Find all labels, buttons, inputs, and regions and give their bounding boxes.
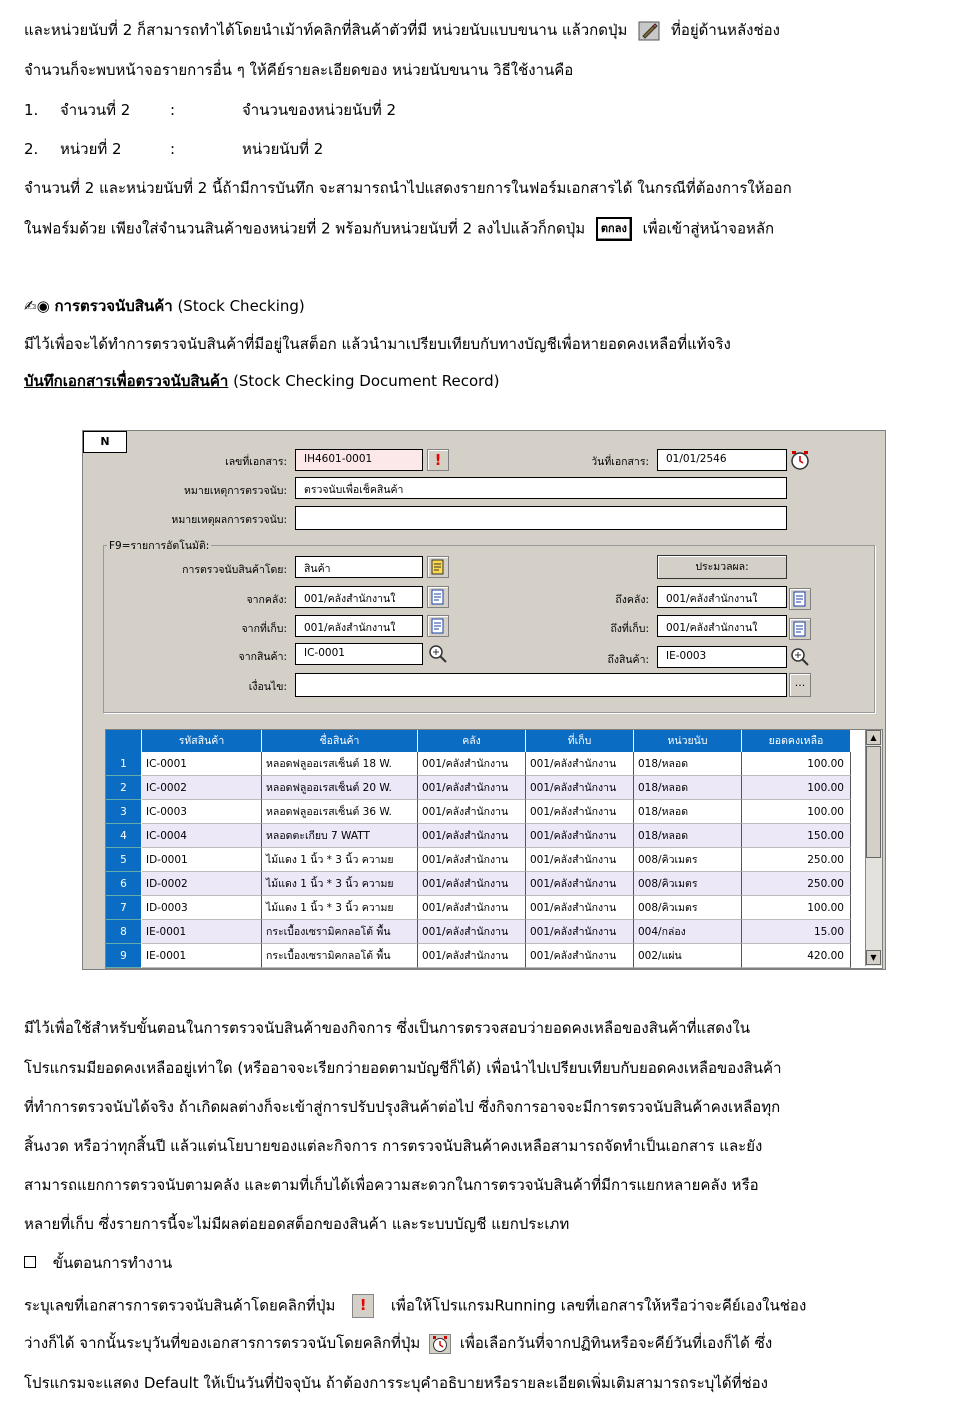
list-colon: :: [170, 101, 176, 119]
cell-unit[interactable]: 008/คิวเมตร: [634, 896, 742, 920]
condition-label: เงื่อนไข:: [248, 681, 287, 693]
table-row[interactable]: [106, 896, 851, 920]
cell-code[interactable]: IC-0004: [142, 824, 262, 848]
paragraph-line: มีไว้เพื่อใช้สำหรับขั้นตอนในการตรวจนับสินค้าของกิจการ ซึ่งเป็นการตรวจสอบว่ายอดคงเหลือของสินค้าที่แสดงใน: [24, 1019, 750, 1037]
cell-unit[interactable]: 018/หลอด: [634, 800, 742, 824]
table-row[interactable]: [106, 944, 851, 968]
step-heading: [24, 1253, 172, 1273]
auto-group-title: F9=รายการอัตโนมัติ:: [107, 537, 211, 554]
cell-unit[interactable]: 018/หลอด: [634, 824, 742, 848]
folder-doc-icon: [428, 557, 448, 577]
checkbox-bullet-icon: [24, 1256, 36, 1268]
list-desc: จำนวนของหน่วยนับที่ 2: [242, 101, 397, 119]
row-number: 4: [106, 824, 141, 848]
remark-field[interactable]: ตรวจนับเพื่อเช็คสินค้า: [295, 477, 787, 499]
to-item-label: ถึงสินค้า:: [607, 654, 649, 666]
cell-name[interactable]: หลอดฟลูออเรสเซ็นต์ 18 W.: [262, 752, 418, 776]
ok-button-inline: ตกลง: [596, 217, 632, 241]
doc-date-field[interactable]: 01/01/2546: [657, 449, 787, 471]
cell-wh[interactable]: 001/คลังสำนักงาน: [418, 944, 526, 968]
reason-field[interactable]: [295, 506, 787, 530]
document-icon: [790, 589, 810, 609]
cell-code[interactable]: ID-0002: [142, 872, 262, 896]
document-icon: [790, 619, 810, 639]
bullet-icon: ✍◉: [24, 297, 50, 315]
cell-loc[interactable]: 001/คลังสำนักงาน: [526, 920, 634, 944]
cell-name[interactable]: กระเบื้องเซรามิคกลอโต้ พื้น: [262, 944, 418, 968]
cell-unit[interactable]: 008/คิวเมตร: [634, 848, 742, 872]
stock-check-form: [82, 430, 886, 970]
row-number: 3: [106, 800, 141, 824]
scroll-up-button[interactable]: ▲: [866, 730, 881, 745]
col-header-location[interactable]: ที่เก็บ: [526, 730, 634, 752]
from-wh-field[interactable]: 001/คลังสำนักงานใ: [295, 586, 423, 608]
sub-heading: [24, 371, 499, 391]
section-heading: [24, 296, 305, 316]
from-item-search-button[interactable]: [427, 643, 449, 665]
row-number: 7: [106, 896, 141, 920]
cell-wh[interactable]: 001/คลังสำนักงาน: [418, 872, 526, 896]
stock-grid: [105, 729, 883, 969]
cell-code[interactable]: ID-0003: [142, 896, 262, 920]
paragraph-line: ที่ทำการตรวจนับได้จริง ถ้าเกิดผลต่างก็จะเข้าสู่การปรับปรุงสินค้าต่อไป ซึ่งกิจการอาจจะมีการตรวจนับสินค้าคงเหลือทุก: [24, 1098, 781, 1116]
check-by-label: การตรวจนับสินค้าโดย:: [182, 564, 287, 576]
check-by-field[interactable]: สินค้า: [295, 556, 423, 578]
list-item: [24, 139, 324, 159]
cell-qty[interactable]: 250.00: [742, 872, 851, 896]
cell-loc[interactable]: 001/คลังสำนักงาน: [526, 896, 634, 920]
calendar-clock-icon: [789, 449, 811, 471]
cell-wh[interactable]: 001/คลังสำนักงาน: [418, 824, 526, 848]
cell-wh[interactable]: 001/คลังสำนักงาน: [418, 848, 526, 872]
from-item-label: จากสินค้า:: [238, 651, 287, 663]
cell-qty[interactable]: 100.00: [742, 800, 851, 824]
paragraph-line: โปรแกรมมียอดคงเหลืออยู่เท่าใด (หรืออาจจะเรียกว่ายอดตามบัญชีก็ได้) เพื่อนำไปเปรียบเทียบกับยอดคงเหลือของสินค้า: [24, 1059, 782, 1077]
text: เพื่อเข้าสู่หน้าจอหลัก: [642, 219, 775, 238]
list-term: หน่วยที่ 2: [60, 140, 122, 158]
sub-title-en: (Stock Checking Document Record): [233, 372, 500, 390]
col-header-code[interactable]: รหัสสินค้า: [142, 730, 262, 752]
paragraph-line: [24, 1294, 806, 1318]
cell-unit[interactable]: 002/แผ่น: [634, 944, 742, 968]
to-loc-browse-button[interactable]: [789, 618, 811, 640]
calendar-clock-icon: [429, 1334, 451, 1354]
cell-wh[interactable]: 001/คลังสำนักงาน: [418, 920, 526, 944]
cell-name[interactable]: กระเบื้องเซรามิคกลอโต้ พื้น: [262, 920, 418, 944]
document-icon: [428, 587, 448, 607]
section-desc: มีไว้เพื่อจะได้ทำการตรวจนับสินค้าที่มีอยู่ในสต็อก แล้วนำมาเปรียบเทียบกับทางบัญชีเพื่อหายอดคงเหลือที่แท้จริง: [24, 335, 731, 353]
paragraph-line: จำนวนก็จะพบหน้าจอรายการอื่น ๆ ให้คีย์รายละเอียดของ หน่วยนับขนาน วิธีใช้งานคือ: [24, 61, 574, 79]
section-title-en: (Stock Checking): [177, 297, 305, 315]
cell-loc[interactable]: 001/คลังสำนักงาน: [526, 752, 634, 776]
table-row[interactable]: [106, 800, 851, 824]
cell-name[interactable]: หลอดตะเกียบ 7 WATT: [262, 824, 418, 848]
list-number: 1.: [24, 101, 39, 119]
cell-qty[interactable]: 100.00: [742, 776, 851, 800]
col-header-balance[interactable]: ยอดคงเหลือ: [742, 730, 851, 752]
running-number-button[interactable]: [427, 449, 449, 471]
from-loc-label: จากที่เก็บ:: [241, 623, 287, 635]
from-loc-browse-button[interactable]: [427, 615, 449, 637]
condition-more-button[interactable]: ...: [789, 673, 811, 697]
to-item-search-button[interactable]: [789, 646, 811, 668]
table-row[interactable]: [106, 824, 851, 848]
text: ในฟอร์มด้วย เพียงใส่จำนวนสินค้าของหน่วยที่ 2 พร้อมกับหน่วยนับที่ 2 ลงไปแล้วก็กดปุ่ม: [24, 219, 586, 238]
cell-code[interactable]: IC-0003: [142, 800, 262, 824]
text: ระบุเลขที่เอกสารการตรวจนับสินค้าโดยคลิกที่ปุ่ม: [24, 1296, 336, 1315]
text: เพื่อเลือกวันที่จากปฏิทินหรือจะคีย์วันที่เองก็ได้ ซึ่ง: [459, 1334, 773, 1352]
cell-qty[interactable]: 100.00: [742, 896, 851, 920]
process-button[interactable]: ประมวลผล:: [657, 555, 787, 579]
check-by-browse-button[interactable]: [427, 556, 449, 578]
paragraph-line: จำนวนที่ 2 และหน่วยนับที่ 2 นี้ถ้ามีการบันทึก จะสามารถนำไปแสดงรายการในฟอร์มเอกสารได้ ในกรณีที่ต้องการให้ออก: [24, 179, 792, 197]
search-icon: [789, 646, 811, 668]
table-row[interactable]: [106, 872, 851, 896]
table-row[interactable]: [106, 776, 851, 800]
text: และหน่วยนับที่ 2 ก็สามารถทำได้โดยนำเม้าท์คลิกที่สินค้าตัวที่มี หน่วยนับแบบขนาน แล้วกดปุ่ม: [24, 21, 628, 39]
list-desc: หน่วยนับที่ 2: [242, 140, 324, 158]
vertical-scrollbar[interactable]: [865, 730, 882, 966]
cell-qty[interactable]: 100.00: [742, 752, 851, 776]
cell-loc[interactable]: 001/คลังสำนักงาน: [526, 776, 634, 800]
search-icon: [427, 643, 449, 665]
text: ว่างก็ได้ จากนั้นระบุวันที่ของเอกสารการตรวจนับโดยคลิกที่ปุ่ม: [24, 1334, 421, 1352]
paragraph-line: [24, 1333, 772, 1354]
to-wh-field[interactable]: 001/คลังสำนักงานใ: [657, 586, 787, 608]
cell-loc[interactable]: 001/คลังสำนักงาน: [526, 848, 634, 872]
cell-unit[interactable]: 008/คิวเมตร: [634, 872, 742, 896]
list-term: จำนวนที่ 2: [60, 101, 131, 119]
list-number: 2.: [24, 140, 39, 158]
row-number: 5: [106, 848, 141, 872]
cell-unit[interactable]: 018/หลอด: [634, 776, 742, 800]
cell-wh[interactable]: 001/คลังสำนักงาน: [418, 896, 526, 920]
to-wh-browse-button[interactable]: [789, 588, 811, 610]
cell-code[interactable]: IE-0001: [142, 920, 262, 944]
row-number: 2: [106, 776, 141, 800]
document-icon: [428, 616, 448, 636]
step-title: ขั้นตอนการทำงาน: [52, 1254, 173, 1272]
edit-icon: [638, 21, 660, 41]
paragraph-line: สามารถแยกการตรวจนับตามคลัง และตามที่เก็บได้เพื่อความสะดวกในการตรวจนับสินค้าที่มีการแยกหลายคลัง หรือ: [24, 1176, 759, 1194]
text: ที่อยู่ด้านหลังช่อง: [670, 21, 780, 39]
list-item: [24, 100, 397, 120]
doc-date-label: วันที่เอกสาร:: [591, 456, 649, 468]
paragraph-line: หลายที่เก็บ ซึ่งรายการนี้จะไม่มีผลต่อยอดสต็อกของสินค้า และระบบบัญชี แยกประเภท: [24, 1215, 570, 1233]
cell-name[interactable]: ไม้แดง 1 นิ้ว * 3 นิ้ว ความย: [262, 872, 418, 896]
cell-loc[interactable]: 001/คลังสำนักงาน: [526, 872, 634, 896]
from-item-field[interactable]: IC-0001: [295, 643, 423, 665]
list-colon: :: [170, 140, 176, 158]
to-item-field[interactable]: IE-0003: [657, 646, 787, 668]
alert-button-icon: !: [352, 1294, 374, 1318]
alert-icon: !: [434, 451, 442, 469]
from-loc-field[interactable]: 001/คลังสำนักงานใ: [295, 615, 423, 637]
col-header-unit[interactable]: หน่วยนับ: [634, 730, 742, 752]
cell-wh[interactable]: 001/คลังสำนักงาน: [418, 752, 526, 776]
cell-code[interactable]: IE-0001: [142, 944, 262, 968]
cell-wh[interactable]: 001/คลังสำนักงาน: [418, 800, 526, 824]
cell-wh[interactable]: 001/คลังสำนักงาน: [418, 776, 526, 800]
cell-qty[interactable]: 150.00: [742, 824, 851, 848]
row-number: 6: [106, 872, 141, 896]
to-loc-label: ถึงที่เก็บ:: [610, 623, 649, 635]
col-header-name[interactable]: ชื่อสินค้า: [262, 730, 418, 752]
doc-no-field[interactable]: IH4601-0001: [295, 449, 423, 471]
to-wh-label: ถึงคลัง:: [615, 594, 649, 606]
table-row[interactable]: [106, 848, 851, 872]
sub-title: บันทึกเอกสารเพื่อตรวจนับสินค้า: [24, 372, 229, 390]
row-number: 8: [106, 920, 141, 944]
scroll-down-button[interactable]: ▼: [866, 950, 881, 965]
cell-name[interactable]: หลอดฟลูออเรสเซ็นต์ 20 W.: [262, 776, 418, 800]
table-row[interactable]: [106, 920, 851, 944]
paragraph-line: [24, 217, 774, 241]
col-header-warehouse[interactable]: คลัง: [418, 730, 526, 752]
cell-qty[interactable]: 15.00: [742, 920, 851, 944]
cell-code[interactable]: ID-0001: [142, 848, 262, 872]
reason-label: หมายเหตุผลการตรวจนับ:: [171, 514, 287, 526]
mode-indicator: N: [83, 431, 127, 453]
cell-loc[interactable]: 001/คลังสำนักงาน: [526, 800, 634, 824]
remark-label: หมายเหตุการตรวจนับ:: [183, 485, 287, 497]
to-loc-field[interactable]: 001/คลังสำนักงานใ: [657, 615, 787, 637]
cell-unit[interactable]: 004/กล่อง: [634, 920, 742, 944]
cell-loc[interactable]: 001/คลังสำนักงาน: [526, 944, 634, 968]
from-wh-label: จากคลัง:: [246, 594, 287, 606]
cell-name[interactable]: ไม้แดง 1 นิ้ว * 3 นิ้ว ความย: [262, 896, 418, 920]
row-number: 1: [106, 752, 141, 776]
grid-corner: [106, 730, 142, 752]
cell-loc[interactable]: 001/คลังสำนักงาน: [526, 824, 634, 848]
cell-unit[interactable]: 018/หลอด: [634, 752, 742, 776]
paragraph-line: สิ้นงวด หรือว่าทุกสิ้นปี แล้วแต่นโยบายของแต่ละกิจการ การตรวจนับสินค้าคงเหลือสามารถจัดทำเป็นเอกสาร และยัง: [24, 1137, 763, 1155]
doc-no-label: เลขที่เอกสาร:: [225, 456, 287, 468]
text: เพื่อให้โปรแกรมRunning เลขที่เอกสารให้หรือว่าจะคีย์เองในช่อง: [390, 1296, 807, 1315]
condition-field[interactable]: [295, 673, 787, 697]
scroll-thumb[interactable]: [866, 746, 881, 858]
calendar-button[interactable]: [789, 449, 811, 471]
cell-code[interactable]: IC-0002: [142, 776, 262, 800]
row-number: 9: [106, 944, 141, 968]
cell-name[interactable]: หลอดฟลูออเรสเซ็นต์ 36 W.: [262, 800, 418, 824]
cell-code[interactable]: IC-0001: [142, 752, 262, 776]
from-wh-browse-button[interactable]: [427, 586, 449, 608]
paragraph-line: [24, 20, 780, 41]
table-row[interactable]: [106, 752, 851, 776]
cell-qty[interactable]: 420.00: [742, 944, 851, 968]
section-title: การตรวจนับสินค้า: [54, 297, 173, 315]
cell-qty[interactable]: 250.00: [742, 848, 851, 872]
cell-name[interactable]: ไม้แดง 1 นิ้ว * 3 นิ้ว ความย: [262, 848, 418, 872]
paragraph-line: โปรแกรมจะแสดง Default ให้เป็นวันที่ปัจจุบัน ถ้าต้องการระบุคำอธิบายหรือรายละเอียดเพิ่มเติมสามารถระบุได้ที่ช่อง: [24, 1374, 769, 1392]
